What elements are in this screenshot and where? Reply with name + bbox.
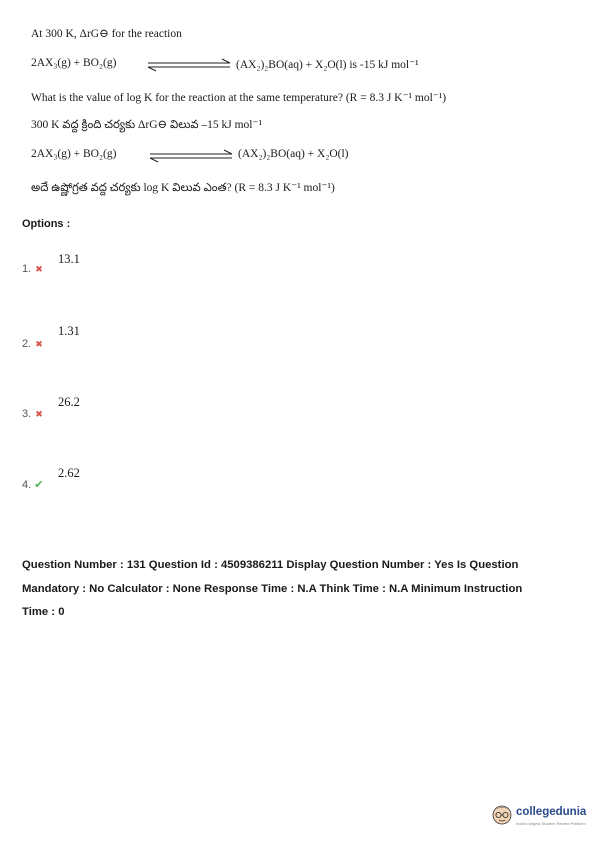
option-4-value[interactable]: 2.62 <box>58 466 80 480</box>
equation-1-reactants: 2AX₃(g) + BO₂(g) <box>31 57 117 69</box>
check-icon: ✔ <box>34 479 44 491</box>
collegedunia-logo <box>490 802 586 832</box>
question-line-2: What is the value of log K for the reaction at the same temperature? (R = 8.3 J K⁻¹ mol⁻¹) <box>31 92 447 104</box>
question-meta <box>22 554 582 625</box>
meta-line-2: Mandatory : No Calculator : None Response Time : N.A Think Time : N.A Minimum Instruction <box>22 582 523 595</box>
option-3-value[interactable]: 26.2 <box>58 395 80 409</box>
meta-line-3: Time : 0 <box>22 606 65 618</box>
option-1-label: 1. <box>22 263 32 275</box>
option-2-number <box>22 338 43 350</box>
equilibrium-arrow-icon <box>148 149 234 163</box>
equilibrium-arrow-icon <box>146 58 232 72</box>
question-line-4-telugu: అదే ఉష్ణోగ్రత వద్ద చర్యకు log K విలువ ఎంత? (R = 8.3 J K⁻¹ mol⁻¹) <box>31 182 335 194</box>
logo-tagline: India's largest Student Review Platform <box>516 821 586 826</box>
option-2-value[interactable]: 1.31 <box>58 324 80 338</box>
option-4-number <box>22 478 43 491</box>
equation-2-products: (AX₂)₂BO(aq) + X₂O(l) <box>238 148 349 160</box>
meta-line-1: Question Number : 131 Question Id : 4509386211 Display Question Number : Yes Is Question <box>22 559 519 571</box>
option-2-label: 2. <box>22 338 32 350</box>
cross-icon: ✖ <box>35 264 43 274</box>
option-4-label: 4. <box>22 479 32 491</box>
options-heading: Options : <box>22 218 71 230</box>
logo-brand: collegedunia <box>516 806 587 818</box>
cross-icon: ✖ <box>35 409 43 419</box>
equation-1-products: (AX₂)₂BO(aq) + X₂O(l) is -15 kJ mol⁻¹ <box>236 59 419 71</box>
question-line-3-telugu: 300 K వద్ద క్రింది చర్యకు ΔrG⊖ విలువ –15 kJ mol⁻¹ <box>31 119 263 131</box>
option-1-number <box>22 263 43 275</box>
equation-2-reactants: 2AX₃(g) + BO₂(g) <box>31 148 117 160</box>
question-line-1: At 300 K, ΔrG⊖ for the reaction <box>31 28 182 40</box>
option-3-label: 3. <box>22 408 32 420</box>
option-3-number <box>22 408 43 420</box>
mascot-icon <box>490 802 514 826</box>
option-1-value[interactable]: 13.1 <box>58 252 80 266</box>
cross-icon: ✖ <box>35 339 43 349</box>
